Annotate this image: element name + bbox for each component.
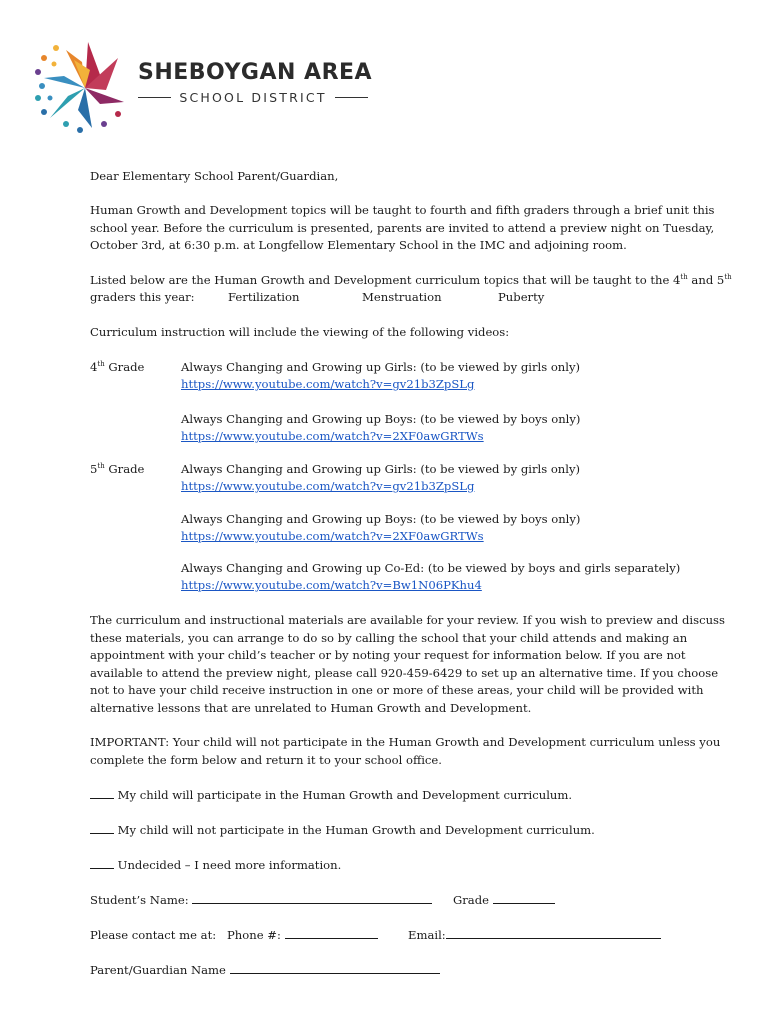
parent-name-blank[interactable] (230, 962, 440, 974)
district-subtitle-text: SCHOOL DISTRICT (179, 89, 327, 105)
student-name-blank[interactable] (192, 892, 432, 904)
option-not-participate[interactable]: My child will not participate in the Human Growth and Development curriculum. (90, 822, 595, 840)
parent-name-field[interactable]: Parent/Guardian Name (90, 962, 440, 980)
intro-line: school year. Before the curriculum is presented, parents are invited to attend a preview night on Tuesday, (90, 220, 715, 235)
district-logo-icon (30, 40, 140, 135)
video-title: Always Changing and Growing up Boys: (to be viewed by boys only) (181, 412, 581, 426)
email-field[interactable]: Email: (408, 927, 661, 945)
topic-item: Fertilization (228, 290, 300, 304)
important-line: complete the form below and return it to your school office. (90, 752, 442, 767)
phone-field[interactable]: Phone #: (227, 927, 378, 945)
subtitle-rule-left (138, 97, 171, 98)
grade-blank[interactable] (493, 892, 555, 904)
phone-blank[interactable] (285, 927, 378, 939)
intro-line: Human Growth and Development topics will be taught to fourth and fifth graders through a brief unit this (90, 203, 715, 217)
videos-intro: Curriculum instruction will include the viewing of the following videos: (90, 325, 510, 339)
topics-line-1: Listed below are the Human Growth and Development curriculum topics that will be taught to the 4th and 5th (90, 273, 732, 287)
greeting: Dear Elementary School Parent/Guardian, (90, 169, 339, 183)
important-paragraph (90, 734, 721, 769)
topic-item: Puberty (498, 290, 545, 304)
video-title: Always Changing and Growing up Girls: (to be viewed by girls only) (181, 462, 581, 476)
intro-line: October 3rd, at 6:30 p.m. at Longfellow Elementary School in the IMC and adjoining room. (90, 238, 627, 252)
checkbox-blank[interactable] (90, 787, 114, 799)
topics-line-2: graders this year: (90, 290, 195, 304)
video-title: Always Changing and Growing up Girls: (to be viewed by girls only) (181, 360, 581, 374)
email-blank[interactable] (446, 927, 661, 939)
review-line: not to have your child receive instruction in one or more of these areas, your child will be provided with (90, 683, 704, 697)
option-participate[interactable]: My child will participate in the Human Growth and Development curriculum. (90, 787, 572, 805)
checkbox-blank[interactable] (90, 857, 114, 869)
grade-label-4: 4th Grade (90, 360, 145, 374)
video-link[interactable]: https://www.youtube.com/watch?v=2XF0awGRTWs (181, 529, 484, 543)
district-subtitle (138, 89, 368, 105)
review-line: appointment with your child’s teacher or by noting your request for information below. If you are not (90, 648, 686, 662)
review-paragraph (90, 612, 725, 717)
student-name-field[interactable]: Student’s Name: (90, 892, 432, 910)
review-line: The curriculum and instructional materials are available for your review. If you wish to preview and discuss (90, 613, 725, 627)
review-line: available to attend the preview night, please call 920-459-6429 to set up an alternative time. If you choose (90, 665, 719, 680)
topics-paragraph (90, 272, 732, 290)
review-line: these materials, you can arrange to do so by calling the school that your child attends and making an (90, 630, 688, 645)
important-line: IMPORTANT: Your child will not participate in the Human Growth and Development curriculum unless you (90, 735, 721, 749)
subtitle-rule-right (335, 97, 368, 98)
district-name: SHEBOYGAN AREA (138, 60, 373, 85)
grade-label-5: 5th Grade (90, 462, 145, 476)
contact-label: Please contact me at: (90, 928, 217, 942)
video-link[interactable]: https://www.youtube.com/watch?v=gv21b3ZpSLg (181, 377, 475, 391)
video-link[interactable]: https://www.youtube.com/watch?v=gv21b3ZpSLg (181, 479, 475, 493)
checkbox-blank[interactable] (90, 822, 114, 834)
review-line: alternative lessons that are unrelated to Human Growth and Development. (90, 700, 532, 715)
grade-field[interactable]: Grade (453, 892, 555, 910)
intro-paragraph (90, 202, 715, 255)
video-link[interactable]: https://www.youtube.com/watch?v=Bw1N06PKhu4 (181, 578, 482, 592)
option-undecided[interactable]: Undecided – I need more information. (90, 857, 341, 875)
topic-item: Menstruation (362, 290, 442, 304)
video-title: Always Changing and Growing up Boys: (to be viewed by boys only) (181, 512, 581, 526)
video-title: Always Changing and Growing up Co-Ed: (to be viewed by boys and girls separately) (181, 561, 681, 575)
video-link[interactable]: https://www.youtube.com/watch?v=2XF0awGRTWs (181, 429, 484, 443)
